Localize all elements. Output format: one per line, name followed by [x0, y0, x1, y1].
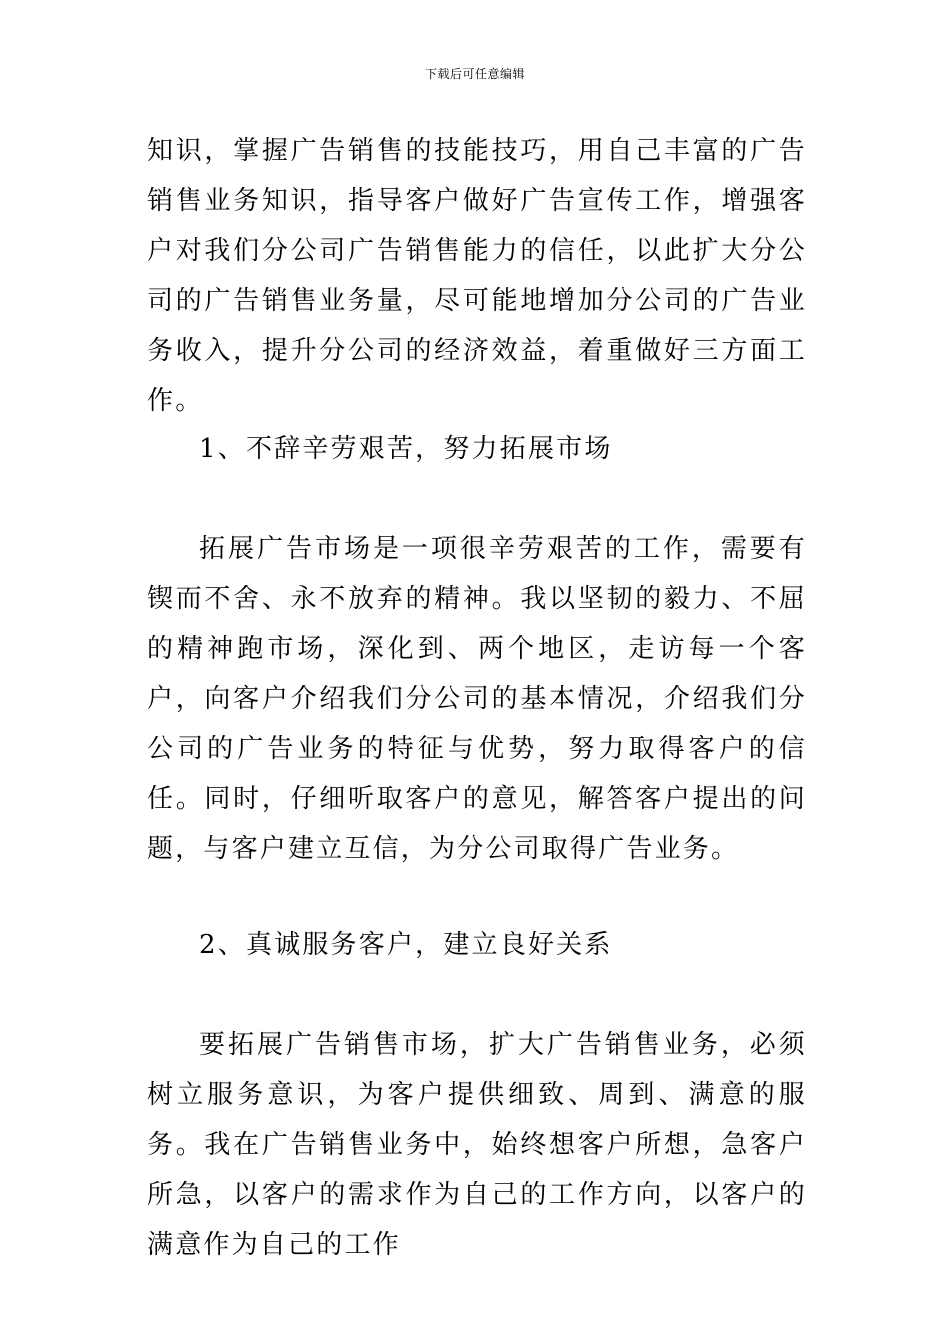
- paragraph-3: [147, 1020, 807, 1270]
- paragraph-2-text: 拓展广告市场是一项很辛劳艰苦的工作，需要有锲而不舍、永不放弃的精神。我以坚韧的毅力、不屈的精神跑市场，深化到、两个地区，走访每一个客户，向客户介绍我们分公司的基本情况，介绍我们分公司的广告业务的特征与优势，努力取得客户的信任。同时，仔细听取客户的意见，解答客户提出的问题，与客户建立互信，为分公司取得广告业务。: [147, 534, 807, 864]
- section-heading-2-text: 2、真诚服务客户，建立良好关系: [199, 930, 613, 960]
- paragraph-2: [147, 524, 807, 874]
- page-header: 下载后可任意编辑: [424, 67, 525, 81]
- section-heading-2: [147, 920, 807, 970]
- paragraph-1-text: 知识，掌握广告销售的技能技巧，用自己丰富的广告销售业务知识，指导客户做好广告宣传工作，增强客户对我们分公司广告销售能力的信任，以此扩大分公司的广告销售业务量，尽可能地增加分公司的广告业务收入，提升分公司的经济效益，着重做好三方面工作。: [147, 136, 807, 416]
- paragraph-3-text: 要拓展广告销售市场，扩大广告销售业务，必须树立服务意识，为客户提供细致、周到、满意的服务。我在广告销售业务中，始终想客户所想，急客户所急，以客户的需求作为自己的工作方向，以客户的满意作为自己的工作: [147, 1030, 807, 1260]
- paragraph-1: [147, 126, 807, 426]
- section-heading-1: [147, 424, 807, 474]
- section-heading-1-text: 1、不辞辛劳艰苦，努力拓展市场: [199, 434, 613, 464]
